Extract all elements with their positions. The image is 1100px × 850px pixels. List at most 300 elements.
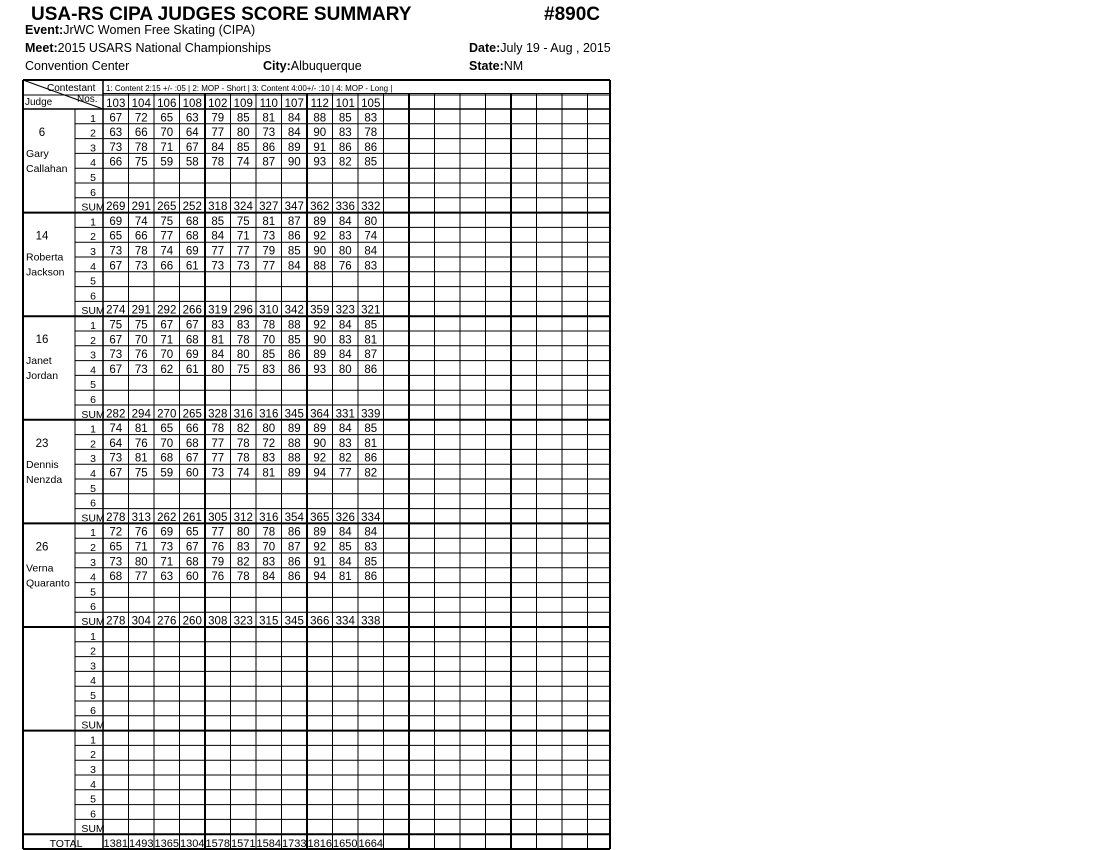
row-number: 6	[90, 394, 96, 406]
score-cell: 84	[287, 112, 301, 125]
row-number: 4	[90, 675, 96, 688]
row-number: 2	[90, 749, 96, 762]
judge-sum: 270	[157, 408, 177, 421]
judge-first-name: Verna	[26, 562, 54, 575]
score-cell: 73	[211, 260, 225, 273]
score-cell: 88	[287, 319, 301, 332]
score-cell: 71	[134, 541, 148, 554]
row-number: 6	[90, 497, 96, 510]
row-number: 5	[90, 793, 96, 806]
score-cell: 68	[185, 230, 199, 243]
judge-sum: 269	[106, 201, 126, 214]
contestant-number: 110	[259, 98, 278, 110]
score-cell: 85	[211, 215, 225, 228]
score-cell: 80	[211, 363, 225, 376]
score-cell: 85	[364, 156, 378, 169]
total-cell: 1381	[103, 838, 128, 850]
judge-sum: 338	[361, 615, 381, 628]
score-cell: 80	[262, 423, 276, 436]
score-cell: 84	[287, 260, 301, 273]
score-cell: 78	[236, 334, 250, 347]
score-cell: 89	[287, 423, 301, 436]
row-number: 5	[90, 482, 96, 495]
score-cell: 73	[109, 349, 123, 362]
total-cell: 1733	[282, 838, 307, 850]
criteria-legend: 1: Content 2:15 +/- :05 | 2: MOP - Short | 3: Content 4:00+/- :10 | 4: MOP - Long |	[106, 84, 393, 93]
score-cell: 64	[185, 127, 199, 140]
score-cell: 69	[185, 245, 199, 258]
score-cell: 81	[262, 112, 276, 125]
score-cell: 66	[185, 423, 199, 436]
score-cell: 65	[185, 526, 199, 539]
row-number: 2	[90, 438, 96, 451]
score-cell: 89	[313, 215, 327, 228]
judge-sum: 323	[335, 304, 355, 317]
row-number: 2	[90, 334, 96, 347]
row-number: 3	[90, 764, 96, 776]
judge-sum: 310	[259, 304, 279, 317]
score-cell: 73	[109, 556, 123, 569]
score-cell: 63	[109, 127, 123, 140]
score-cell: 71	[160, 334, 174, 347]
total-cell: 1571	[231, 838, 256, 850]
score-cell: 81	[134, 423, 148, 436]
score-cell: 66	[160, 260, 174, 273]
score-cell: 80	[236, 526, 250, 539]
score-cell: 66	[109, 156, 123, 169]
score-cell: 92	[313, 230, 327, 243]
score-cell: 83	[262, 452, 276, 465]
score-cell: 85	[287, 334, 301, 347]
city-value: Albuquerque	[290, 59, 362, 73]
judge-sum: 278	[106, 511, 126, 524]
row-number: 1	[90, 527, 96, 540]
score-cell: 68	[185, 215, 199, 228]
judge-sum: 312	[233, 511, 253, 524]
score-cell: 83	[364, 541, 378, 554]
judge-sum: 304	[131, 615, 151, 628]
judge-sum: 260	[182, 615, 202, 628]
score-cell: 89	[287, 467, 301, 480]
score-cell: 77	[338, 467, 352, 480]
score-cell: 70	[262, 541, 276, 554]
score-cell: 65	[160, 112, 174, 125]
judge-sum: 345	[284, 408, 304, 421]
venue-line: Convention Center	[25, 59, 130, 73]
total-cell: 1816	[307, 838, 332, 850]
score-cell: 70	[262, 334, 276, 347]
score-cell: 84	[364, 245, 378, 258]
score-cell: 80	[236, 127, 250, 140]
report-title: USA-RS CIPA JUDGES SCORE SUMMARY	[31, 4, 412, 25]
score-cell: 86	[262, 141, 276, 154]
contestant-number: 112	[310, 98, 329, 110]
score-cell: 80	[338, 245, 352, 258]
meet-label: Meet:	[25, 41, 58, 55]
row-number: 5	[90, 690, 96, 702]
total-cell: 1365	[154, 838, 179, 850]
judge-sum: 364	[310, 408, 330, 421]
score-cell: 86	[364, 363, 378, 376]
score-cell: 85	[236, 141, 250, 154]
judge-sum: 318	[208, 201, 228, 214]
judge-sum: 316	[259, 408, 279, 421]
row-number: 3	[90, 660, 96, 673]
row-number: 6	[90, 601, 96, 614]
judge-sum: 365	[310, 511, 330, 524]
contestant-number: 109	[233, 98, 253, 110]
score-cell: 89	[313, 423, 327, 436]
row-number: 4	[90, 260, 96, 273]
score-cell: 78	[211, 156, 225, 169]
sum-label: SUM	[81, 408, 105, 421]
judge-first-name: Dennis	[26, 458, 59, 471]
score-cell: 76	[338, 260, 352, 273]
judge-number: 23	[35, 437, 49, 450]
judge-sum: 276	[157, 615, 177, 628]
score-cell: 78	[236, 437, 250, 450]
score-cell: 87	[287, 541, 301, 554]
judge-sum: 366	[310, 615, 330, 628]
score-cell: 84	[338, 215, 352, 228]
score-cell: 78	[262, 319, 276, 332]
score-cell: 84	[211, 349, 225, 362]
score-cell: 70	[160, 437, 174, 450]
score-cell: 89	[313, 526, 327, 539]
score-cell: 77	[211, 245, 225, 258]
score-cell: 76	[211, 571, 225, 584]
score-cell: 86	[287, 363, 301, 376]
row-number: 2	[90, 542, 96, 554]
score-cell: 76	[211, 541, 225, 554]
judge-sum: 316	[259, 511, 279, 524]
total-cell: 1664	[358, 838, 383, 850]
meet-value: 2015 USARS National Championships	[57, 41, 271, 55]
score-cell: 67	[109, 363, 123, 376]
score-cell: 73	[236, 260, 250, 273]
score-cell: 90	[313, 127, 327, 140]
judge-sum: 252	[182, 201, 202, 214]
score-cell: 74	[134, 215, 148, 228]
score-cell: 71	[236, 230, 250, 243]
row-number: 1	[90, 112, 96, 125]
score-cell: 77	[160, 230, 174, 243]
score-cell: 75	[134, 467, 148, 480]
score-cell: 92	[313, 452, 327, 465]
score-cell: 72	[262, 437, 276, 450]
sum-label: SUM	[81, 201, 105, 214]
score-cell: 83	[236, 541, 250, 554]
score-cell: 67	[109, 467, 123, 480]
score-cell: 90	[313, 334, 327, 347]
sum-label: SUM	[81, 305, 105, 318]
judge-sum: 324	[233, 201, 253, 214]
score-cell: 78	[236, 571, 250, 584]
row-number: 6	[90, 186, 96, 199]
score-cell: 85	[338, 112, 352, 125]
score-cell: 85	[236, 112, 250, 125]
score-cell: 75	[160, 215, 174, 228]
score-cell: 84	[364, 526, 378, 539]
score-cell: 67	[185, 319, 199, 332]
score-cell: 80	[338, 363, 352, 376]
score-cell: 81	[364, 334, 378, 347]
score-cell: 77	[211, 452, 225, 465]
score-cell: 82	[364, 467, 378, 480]
row-number: 5	[90, 586, 96, 599]
score-cell: 85	[364, 423, 378, 436]
score-cell: 61	[185, 363, 199, 376]
score-cell: 84	[338, 526, 352, 539]
score-cell: 86	[364, 452, 378, 465]
total-cell: 1578	[205, 838, 230, 850]
score-cell: 80	[236, 349, 250, 362]
contestant-number: 101	[335, 98, 355, 110]
score-cell: 75	[109, 319, 123, 332]
judge-sum: 328	[208, 408, 228, 421]
score-cell: 65	[109, 541, 123, 554]
judge-sum: 323	[233, 615, 253, 628]
score-cell: 59	[160, 156, 174, 169]
score-cell: 87	[364, 349, 378, 362]
contestant-number: 103	[106, 98, 126, 110]
judge-sum: 265	[157, 201, 177, 214]
contestant-number: 102	[208, 98, 228, 110]
score-cell: 74	[160, 245, 174, 258]
score-cell: 69	[160, 526, 174, 539]
contestant-number: 104	[131, 98, 151, 110]
score-cell: 86	[338, 141, 352, 154]
score-cell: 68	[185, 437, 199, 450]
score-cell: 73	[134, 260, 148, 273]
score-cell: 86	[364, 571, 378, 584]
score-cell: 78	[364, 127, 378, 140]
score-cell: 85	[262, 349, 276, 362]
row-number: 1	[90, 630, 96, 643]
judge-sum: 315	[259, 615, 279, 628]
score-cell: 68	[185, 334, 199, 347]
score-cell: 83	[338, 437, 352, 450]
score-cell: 74	[236, 156, 250, 169]
contestant-number: 108	[182, 98, 202, 110]
score-cell: 83	[262, 556, 276, 569]
judge-number: 14	[35, 230, 49, 243]
score-cell: 91	[313, 141, 327, 154]
score-cell: 72	[134, 112, 148, 125]
judge-sum: 294	[131, 408, 151, 421]
judge-sum: 331	[335, 408, 355, 421]
score-cell: 73	[262, 127, 276, 140]
score-cell: 83	[338, 127, 352, 140]
score-cell: 61	[185, 260, 199, 273]
judge-last-name: Jordan	[26, 370, 59, 383]
score-cell: 73	[211, 467, 225, 480]
row-number: 3	[90, 142, 96, 155]
row-number: 4	[90, 468, 96, 480]
row-number: 1	[90, 216, 96, 229]
score-cell: 73	[160, 541, 174, 554]
judge-sum: 291	[131, 304, 151, 317]
row-number: 5	[90, 275, 96, 288]
judge-sum: 327	[259, 201, 279, 214]
row-number: 6	[90, 808, 96, 821]
total-cell: 1493	[129, 838, 154, 850]
judge-sum: 345	[284, 615, 304, 628]
judge-number: 6	[38, 127, 46, 139]
score-cell: 73	[262, 230, 276, 243]
score-cell: 75	[236, 363, 250, 376]
score-cell: 58	[185, 156, 199, 169]
judge-sum: 359	[310, 304, 330, 317]
judge-sum: 265	[182, 408, 202, 421]
corner-nos: Nos.	[77, 94, 98, 105]
row-number: 1	[90, 320, 96, 332]
judge-sum: 319	[208, 304, 228, 317]
score-cell: 84	[338, 556, 352, 569]
corner-contestant: Contestant	[47, 83, 96, 94]
score-cell: 65	[109, 230, 123, 243]
judge-sum: 313	[131, 511, 151, 524]
score-cell: 59	[160, 467, 174, 480]
sum-label: SUM	[81, 512, 105, 525]
score-cell: 89	[313, 349, 327, 362]
score-cell: 73	[109, 141, 123, 154]
score-cell: 86	[364, 141, 378, 154]
score-cell: 92	[313, 541, 327, 554]
score-cell: 85	[287, 245, 301, 258]
row-number: 6	[90, 290, 96, 303]
score-cell: 78	[262, 526, 276, 539]
event-value: JrWC Women Free Skating (CIPA)	[63, 23, 256, 37]
row-number: 3	[90, 246, 96, 258]
score-cell: 66	[134, 127, 148, 140]
score-cell: 73	[109, 452, 123, 465]
contestant-number: 106	[157, 98, 177, 110]
score-cell: 78	[236, 452, 250, 465]
judge-sum: 261	[182, 511, 202, 524]
score-cell: 60	[185, 467, 199, 480]
score-cell: 75	[134, 319, 148, 332]
judge-sum: 266	[182, 304, 202, 317]
score-cell: 73	[134, 363, 148, 376]
score-cell: 84	[211, 230, 225, 243]
score-cell: 84	[338, 349, 352, 362]
judge-sum: 347	[284, 201, 304, 214]
row-number: 4	[90, 778, 96, 791]
judge-sum: 362	[310, 201, 330, 214]
score-cell: 90	[313, 437, 327, 450]
score-cell: 85	[364, 556, 378, 569]
score-cell: 90	[287, 156, 301, 169]
score-cell: 81	[262, 467, 276, 480]
score-cell: 67	[185, 452, 199, 465]
score-cell: 66	[134, 230, 148, 243]
score-cell: 78	[211, 423, 225, 436]
score-cell: 77	[211, 437, 225, 450]
judge-sum: 342	[284, 304, 304, 317]
judge-sum: 305	[208, 511, 228, 524]
total-cell: 1304	[180, 838, 205, 850]
score-cell: 79	[211, 556, 225, 569]
score-cell: 84	[211, 141, 225, 154]
judge-sum: 274	[106, 304, 126, 317]
score-cell: 83	[338, 334, 352, 347]
score-cell: 70	[160, 349, 174, 362]
score-cell: 81	[364, 437, 378, 450]
score-cell: 77	[211, 127, 225, 140]
score-cell: 81	[338, 571, 352, 584]
score-cell: 63	[160, 571, 174, 584]
score-cell: 83	[236, 319, 250, 332]
score-cell: 80	[134, 556, 148, 569]
row-number: 4	[90, 364, 96, 377]
row-number: 5	[90, 379, 96, 392]
row-number: 4	[90, 571, 96, 584]
judge-sum: 262	[157, 511, 177, 524]
score-cell: 69	[185, 349, 199, 362]
score-cell: 86	[287, 571, 301, 584]
row-number: 2	[90, 645, 96, 658]
score-cell: 85	[338, 541, 352, 554]
score-cell: 67	[109, 334, 123, 347]
score-cell: 67	[109, 112, 123, 125]
score-cell: 67	[160, 319, 174, 332]
row-number: 1	[90, 734, 96, 747]
score-cell: 92	[313, 319, 327, 332]
judge-sum: 296	[233, 304, 253, 317]
total-label: TOTAL	[49, 838, 83, 850]
row-number: 5	[90, 172, 96, 184]
judge-last-name: Jackson	[26, 266, 65, 279]
judge-sum: 308	[208, 615, 228, 628]
score-cell: 77	[211, 526, 225, 539]
score-cell: 67	[185, 141, 199, 154]
score-cell: 65	[160, 423, 174, 436]
row-number: 2	[90, 231, 96, 244]
score-cell: 87	[287, 215, 301, 228]
judge-sum: 332	[361, 201, 381, 214]
corner-judge: Judge	[25, 97, 53, 108]
sum-label: SUM	[81, 616, 105, 628]
score-cell: 82	[236, 556, 250, 569]
score-cell: 67	[185, 541, 199, 554]
score-cell: 68	[109, 571, 123, 584]
judge-last-name: Nenzda	[26, 473, 63, 486]
judge-first-name: Janet	[26, 355, 52, 368]
judge-sum: 282	[106, 408, 126, 421]
score-cell: 76	[134, 526, 148, 539]
score-cell: 84	[338, 319, 352, 332]
score-cell: 87	[262, 156, 276, 169]
score-cell: 86	[287, 349, 301, 362]
score-cell: 64	[109, 437, 123, 450]
judge-sum: 334	[361, 511, 381, 524]
row-number: 3	[90, 556, 96, 569]
score-cell: 88	[313, 260, 327, 273]
score-cell: 76	[134, 349, 148, 362]
score-cell: 88	[313, 112, 327, 125]
score-cell: 83	[364, 260, 378, 273]
score-cell: 84	[262, 571, 276, 584]
report-code: #890C	[544, 4, 600, 25]
score-cell: 82	[236, 423, 250, 436]
total-cell: 1650	[333, 838, 358, 850]
score-cell: 71	[160, 141, 174, 154]
judge-first-name: Roberta	[26, 251, 64, 264]
judge-sum: 321	[361, 304, 381, 317]
row-number: 6	[90, 704, 96, 717]
state-label: State:	[469, 59, 504, 73]
